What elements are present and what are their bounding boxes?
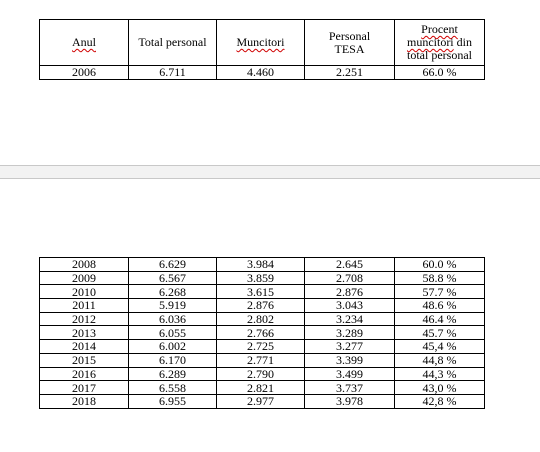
page-break-divider (0, 165, 540, 179)
header-tesa-personnel: Personal TESA (305, 20, 395, 66)
cell-percent: 58.8 % (395, 271, 485, 285)
cell-tesa: 3.289 (305, 326, 395, 340)
table-row (40, 394, 485, 408)
cell-tesa: 3.277 (305, 340, 395, 354)
cell-year: 2013 (40, 326, 129, 340)
cell-year: 2006 (40, 66, 129, 80)
cell-percent: 46.4 % (395, 312, 485, 326)
cell-tesa: 3.043 (305, 299, 395, 313)
cell-total: 5.919 (129, 299, 217, 313)
cell-total: 6.289 (129, 367, 217, 381)
cell-year: 2017 (40, 381, 129, 395)
personnel-table-bottom (39, 257, 485, 409)
cell-total: 6.268 (129, 285, 217, 299)
header-workers: Muncitori (217, 20, 305, 66)
cell-percent: 57.7 % (395, 285, 485, 299)
cell-total: 6.711 (129, 66, 217, 80)
cell-year: 2016 (40, 367, 129, 381)
cell-tesa: 2.876 (305, 285, 395, 299)
header-total-personnel: Total personal (129, 20, 217, 66)
cell-percent: 60.0 % (395, 258, 485, 272)
cell-percent: 44,3 % (395, 367, 485, 381)
table-row (40, 381, 485, 395)
cell-total: 6.558 (129, 381, 217, 395)
cell-year: 2010 (40, 285, 129, 299)
cell-percent: 48.6 % (395, 299, 485, 313)
table-row (40, 353, 485, 367)
cell-tesa: 2.645 (305, 258, 395, 272)
cell-workers: 2.725 (217, 340, 305, 354)
cell-tesa: 3.399 (305, 353, 395, 367)
cell-total: 6.170 (129, 353, 217, 367)
table-row (40, 271, 485, 285)
table-row (40, 326, 485, 340)
table-row (40, 66, 485, 80)
cell-year: 2018 (40, 394, 129, 408)
cell-percent: 45,4 % (395, 340, 485, 354)
cell-year: 2011 (40, 299, 129, 313)
header-year: Anul (40, 20, 129, 66)
cell-total: 6.567 (129, 271, 217, 285)
table-row (40, 367, 485, 381)
cell-tesa: 3.978 (305, 394, 395, 408)
cell-workers: 3.859 (217, 271, 305, 285)
cell-total: 6.955 (129, 394, 217, 408)
cell-percent: 45.7 % (395, 326, 485, 340)
cell-total: 6.036 (129, 312, 217, 326)
cell-tesa: 2.708 (305, 271, 395, 285)
cell-workers: 2.977 (217, 394, 305, 408)
table-row (40, 258, 485, 272)
cell-total: 6.629 (129, 258, 217, 272)
table-row (40, 312, 485, 326)
table-row (40, 340, 485, 354)
cell-workers: 2.876 (217, 299, 305, 313)
cell-total: 6.055 (129, 326, 217, 340)
cell-year: 2015 (40, 353, 129, 367)
cell-year: 2009 (40, 271, 129, 285)
cell-tesa: 3.737 (305, 381, 395, 395)
cell-year: 2008 (40, 258, 129, 272)
cell-tesa: 3.499 (305, 367, 395, 381)
cell-tesa: 3.234 (305, 312, 395, 326)
personnel-table-top (39, 19, 485, 80)
table-row (40, 285, 485, 299)
cell-workers: 2.821 (217, 381, 305, 395)
cell-total: 6.002 (129, 340, 217, 354)
cell-workers: 2.771 (217, 353, 305, 367)
cell-percent: 43,0 % (395, 381, 485, 395)
table-header-row (40, 20, 485, 66)
cell-percent: 42,8 % (395, 394, 485, 408)
cell-workers: 3.615 (217, 285, 305, 299)
header-workers-percent: Procent muncitori din total personal (395, 20, 485, 66)
cell-percent: 44,8 % (395, 353, 485, 367)
cell-tesa: 2.251 (305, 66, 395, 80)
cell-year: 2012 (40, 312, 129, 326)
cell-workers: 2.766 (217, 326, 305, 340)
cell-workers: 3.984 (217, 258, 305, 272)
cell-year: 2014 (40, 340, 129, 354)
cell-workers: 4.460 (217, 66, 305, 80)
cell-workers: 2.802 (217, 312, 305, 326)
table-row (40, 299, 485, 313)
cell-percent: 66.0 % (395, 66, 485, 80)
cell-workers: 2.790 (217, 367, 305, 381)
